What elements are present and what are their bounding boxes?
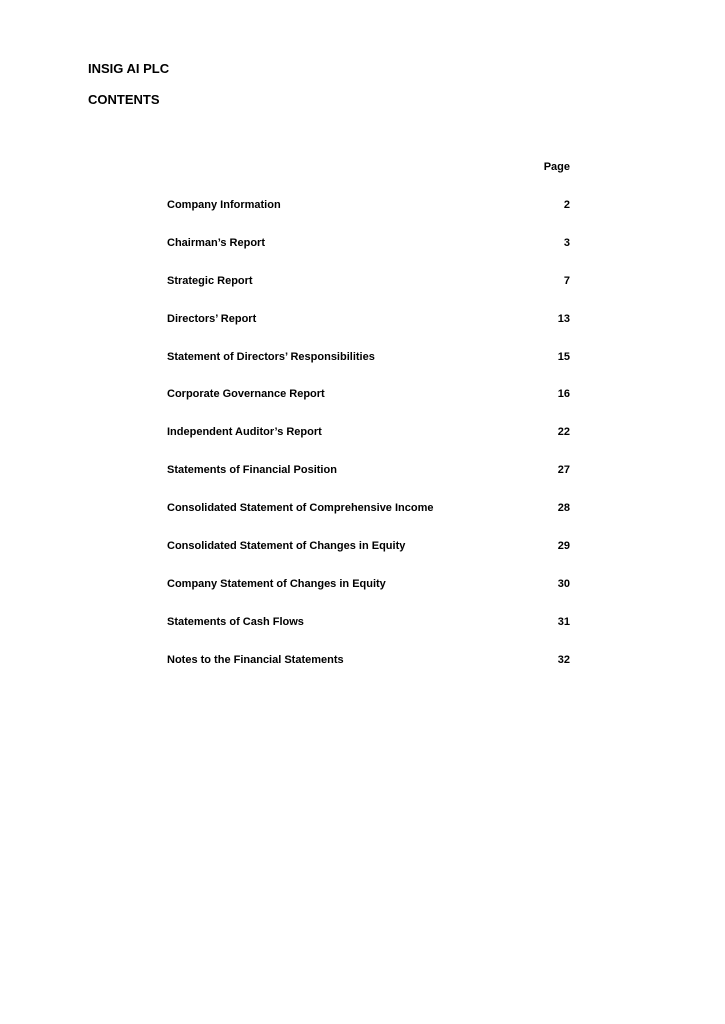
toc-entry-consolidated-changes-in-equity [167,540,570,578]
toc-entry-company-changes-in-equity [167,578,570,616]
toc-entry-title: Consolidated Statement of Comprehensive Income [167,502,434,515]
toc-entry-page: 29 [557,540,570,553]
toc-entry-title: Company Information [167,199,281,211]
toc-entry-independent-auditors-report [167,426,570,464]
toc-entry-title: Company Statement of Changes in Equity [167,577,386,590]
toc-entry-corporate-governance-report [167,388,570,426]
toc-entry-title: Chairman’s Report [167,236,266,249]
toc-entry-page: 2 [563,199,570,211]
toc-entry-page: 16 [557,388,570,401]
toc-entry-directors-responsibilities [167,351,570,389]
toc-entry-page: 31 [557,615,570,628]
company-name: INSIG AI PLC [88,61,170,76]
toc-entry-page: 7 [563,274,570,287]
toc-entry-title: Notes to the Financial Statements [167,653,344,666]
toc-entry-title: Corporate Governance Report [167,388,325,401]
toc-entry-title: Consolidated Statement of Changes in Equity [167,540,406,553]
toc-entry-chairmans-report [167,237,570,275]
page-title: CONTENTS [88,92,160,107]
toc-entry-title: Statements of Cash Flows [167,615,304,628]
toc-entry-title: Strategic Report [167,274,253,287]
toc-entry-strategic-report [167,275,570,313]
toc-entry-page: 32 [557,653,570,666]
page-column-header: Page [543,161,570,173]
toc-entry-page: 27 [557,464,570,477]
toc-entry-comprehensive-income [167,502,570,540]
toc-entry-notes [167,654,570,692]
toc-entry-title: Statement of Directors’ Responsibilities [167,350,375,363]
toc-entry-title: Independent Auditor’s Report [167,426,322,439]
toc-entry-directors-report [167,313,570,351]
toc-entry-company-information [167,199,570,237]
toc-entry-cash-flows [167,616,570,654]
toc-entry-title: Statements of Financial Position [167,464,337,477]
toc-entry-page: 28 [557,502,570,515]
toc-entry-title: Directors’ Report [167,312,257,325]
toc-entry-page: 3 [563,236,570,249]
toc-entry-page: 22 [557,426,570,439]
toc-entry-page: 15 [557,350,570,363]
table-of-contents [167,199,570,692]
toc-entry-page: 30 [557,577,570,590]
toc-entry-page: 13 [557,312,570,325]
toc-entry-financial-position [167,464,570,502]
